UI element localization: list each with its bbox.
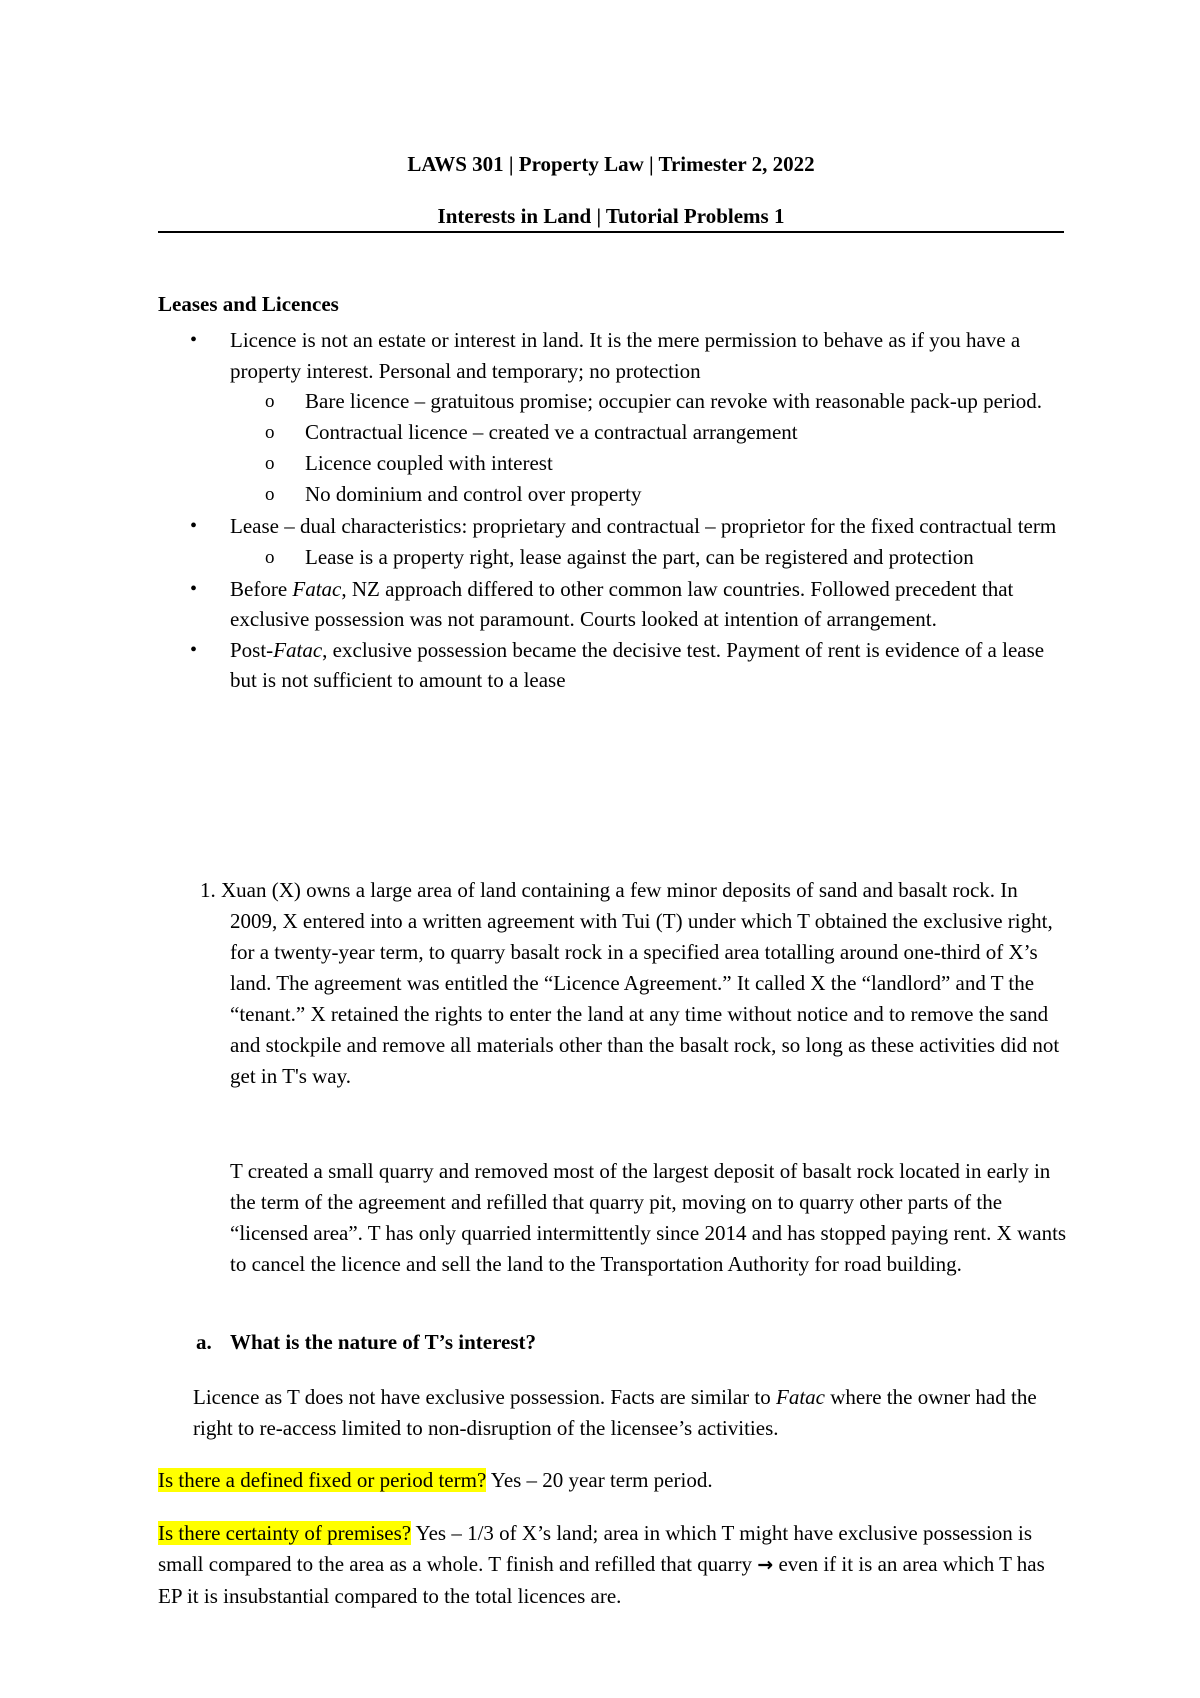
course-title: LAWS 301 | Property Law | Trimester 2, 2022 — [407, 152, 815, 176]
premises-answer: Yes – 1/3 of X’s land; area in which T might have exclusive possession is small compared to the area as a whole. T finish and refilled that quarry — [158, 1521, 1033, 1576]
sub-bullet-marker: o — [265, 484, 275, 505]
premises-check — [158, 1518, 1068, 1612]
bullet-marker: • — [190, 638, 198, 661]
answer-text: where the owner had the right to re-access limited to non-disruption of the licensee’s activities. — [193, 1385, 1037, 1440]
term-check — [158, 1465, 1068, 1496]
tutorial-title: Interests in Land | Tutorial Problems 1 — [437, 204, 785, 228]
sub-bullet-item — [0, 417, 1200, 448]
bullet-marker: • — [190, 577, 198, 600]
bullet-marker: • — [190, 515, 198, 537]
question-paragraph — [175, 875, 1070, 1092]
sub-question-text: What is the nature of T’s interest? — [230, 1330, 537, 1354]
highlighted-question: Is there certainty of premises? — [158, 1521, 412, 1545]
bullet-item — [0, 325, 1200, 386]
bullet-text-after: , exclusive possession became the decisive test. Payment of rent is evidence of a lease but is not sufficient to amount to a lease — [230, 637, 1045, 692]
case-name: Fatac — [292, 576, 342, 601]
bullet-text: Lease – dual characteristics: proprietary and contractual – proprietor for the fixed contractual term — [230, 514, 1057, 538]
sub-bullet-text: Contractual licence – created ve a contractual arrangement — [305, 420, 798, 444]
highlighted-question: Is there a defined fixed or period term? — [158, 1468, 487, 1492]
bullet-text-after: , NZ approach differed to other common law countries. Followed precedent that exclusive possession was not paramount. Courts looked at intention of arrangement. — [230, 576, 1014, 631]
arrow-right-icon: → — [757, 1554, 774, 1576]
answer-text: Licence as T does not have exclusive possession. Facts are similar to — [193, 1385, 776, 1409]
sub-bullet-text: Lease is a property right, lease against the part, can be registered and protection — [305, 544, 974, 569]
question-paragraph-2: T created a small quarry and removed most of the largest deposit of basalt rock located in early in the term of the agreement and refilled that quarry pit, moving on to quarry other parts of the “licensed area”. T has only quarried intermittently since 2014 and has stopped paying rent. X wants to cancel the licence and sell the land to the Transportation Authority for road building. — [230, 1159, 1067, 1276]
bullet-marker: • — [190, 329, 198, 351]
sub-bullet-text: No dominium and control over property — [305, 482, 642, 506]
sub-bullet-marker: o — [265, 422, 275, 443]
case-name: Fatac — [273, 637, 323, 662]
bullet-item — [0, 574, 1200, 635]
sub-bullet-marker: o — [265, 391, 275, 412]
question-number: 1. — [200, 878, 216, 902]
title-divider — [158, 231, 1064, 233]
sub-bullet-text: Licence coupled with interest — [305, 451, 553, 475]
term-answer: Yes – 20 year term period. — [486, 1468, 713, 1492]
sub-bullet-item — [0, 448, 1200, 479]
premises-answer-cont: even if it is an area which T has EP it is insubstantial compared to the total licences are. — [158, 1552, 1045, 1608]
bullet-item — [0, 511, 1200, 542]
sub-bullet-item — [0, 542, 1200, 573]
sub-bullet-item — [0, 479, 1200, 510]
sub-question — [196, 1330, 536, 1355]
question-text: Xuan (X) owns a large area of land containing a few minor deposits of sand and basalt rock. In 2009, X entered into a written agreement with Tui (T) under which T obtained the exclusive right, for a twenty-year term, to quarry basalt rock in a specified area totalling around one-third of X’s land. The agreement was entitled the “Licence Agreement.” It called X the “landlord” and T the “tenant.” X retained the rights to enter the land at any time without notice and to remove the sand and stockpile and remove all materials other than the basalt rock, so long as these activities did not get in T's way. — [221, 878, 1060, 1088]
section-heading: Leases and Licences — [158, 292, 339, 316]
bullet-text-before: Before — [230, 576, 293, 601]
sub-bullet-marker: o — [265, 546, 275, 568]
sub-bullet-marker: o — [265, 453, 275, 474]
bullet-list — [0, 325, 1200, 696]
sub-bullet-text: Bare licence – gratuitous promise; occupier can revoke with reasonable pack-up period. — [305, 389, 1043, 413]
sub-question-letter: a. — [196, 1330, 212, 1354]
answer-paragraph — [193, 1382, 1073, 1444]
case-name: Fatac — [776, 1385, 825, 1409]
question-1 — [175, 875, 1070, 1092]
bullet-text-before: Post- — [230, 637, 274, 662]
sub-bullet-item — [0, 386, 1200, 417]
bullet-text: Licence is not an estate or interest in land. It is the mere permission to behave as if you have a property interest. Personal and temporary; no protection — [230, 328, 1021, 383]
bullet-item — [0, 635, 1200, 696]
